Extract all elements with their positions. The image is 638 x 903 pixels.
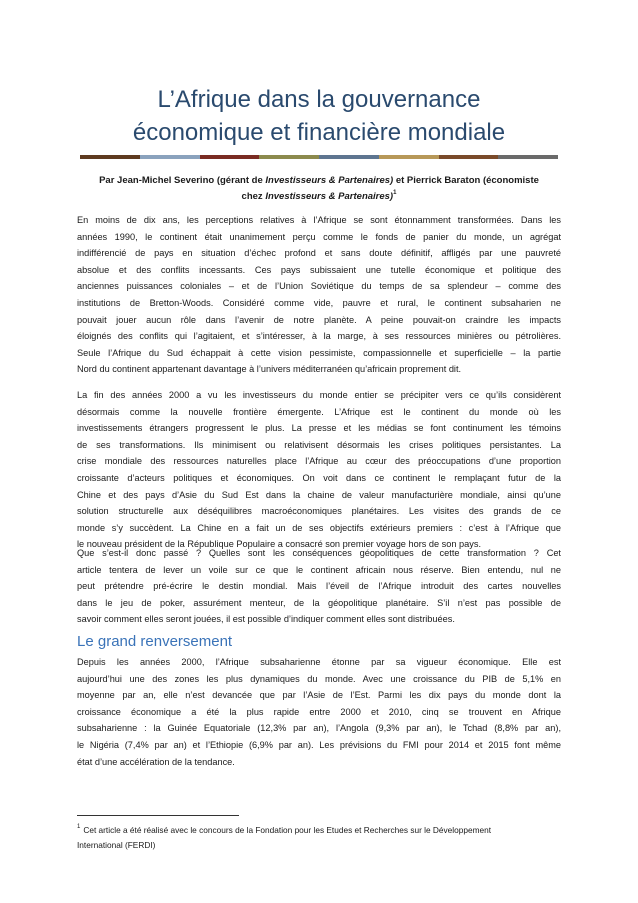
text-line: investissements étrangers progressent le plus. La presse et les médias se font continument les témoins bbox=[77, 423, 561, 434]
text-line: solution structurelle aux déséquilibres macroéconomiques planétaires. Les visites des grands de ce bbox=[77, 506, 561, 517]
text-line: de ses transformations. Ils minimisent ou relativisent désormais les crises politiques persistantes. La bbox=[77, 439, 561, 450]
text-line: état d’une accélération de la tendance. bbox=[77, 756, 235, 767]
text-line: La fin des années 2000 a vu les investisseurs du monde entier se précipiter vers ce qu’ils considèrent bbox=[77, 390, 561, 400]
author-text: chez bbox=[241, 191, 266, 202]
color-bar-segment bbox=[498, 155, 558, 159]
text-line: Seule l’Afrique du Sud échappait à cette vision pessimiste, compassionnelle et superficielle – la partie bbox=[77, 347, 561, 358]
text-line: absolue et des conflits incessants. Ces pays subissaient une tutelle économique et politique des bbox=[77, 264, 561, 275]
text-line: désormais comme la nouvelle frontière émergente. L’Afrique est le continent du monde où les bbox=[77, 406, 561, 417]
author-affiliation: Investisseurs & Partenaires) bbox=[265, 191, 394, 202]
text-line: pouvait jouer aucun rôle dans l’avenir de notre planète. A peine pouvait-on craindre les impacts bbox=[77, 314, 561, 325]
text-line: Chine et des pays d’Asie du Sud Est dans la chaine de valeur manufacturière mondiale, ainsi qu’une bbox=[77, 489, 561, 500]
text-line: éloignés des conflits qui l’agitaient, et s’intéresser, à la marge, à ses ressources minières ou pétrolières. bbox=[77, 331, 561, 342]
color-bar-segment bbox=[379, 155, 439, 159]
text-line: En moins de dix ans, les perceptions relatives à l’Afrique se sont étonnamment transformées. Dans les bbox=[77, 215, 561, 225]
document-title bbox=[40, 83, 598, 149]
author-line-1 bbox=[62, 173, 576, 189]
text-line: Nord du continent appartenant davantage à l’univers méditerranéen qu’africain proprement dit. bbox=[77, 364, 462, 375]
text-line: anciennes puissances coloniales – et de l’Union Soviétique du temps de sa splendeur – comme des bbox=[77, 281, 561, 292]
text-line: monde s’y succèdent. La Chine en a fait un de ses objectifs extérieurs premiers : c’est à l’Afrique que bbox=[77, 522, 561, 533]
text-line: le nouveau président de la République Populaire a consacré son premier voyage hors de son pays. bbox=[77, 539, 481, 550]
text-line: institutions de Bretton-Woods. Considéré comme vide, pauvre et rural, le continent subsaharien ne bbox=[77, 297, 561, 308]
author-text: Par Jean-Michel Severino (gérant de bbox=[99, 175, 266, 186]
text-line: subsaharienne : la Guinée Equatoriale (12,3% par an), l’Angola (9,3% par an), le Tchad (8,8% par an), bbox=[77, 723, 561, 734]
text-line: dans le jeu de poker, assurément menteur, de la géopolitique planétaire. S’il n’est pas possible de bbox=[77, 597, 561, 608]
text-line: moyenne par an, elle n’est devancée que par l’Asie de l’Est. Parmi les dix pays du monde dont la bbox=[77, 690, 561, 701]
color-bar-segment bbox=[259, 155, 319, 159]
text-line: le Nigéria (7,4% par an) et l’Ethiopie (6,9% par an). Les prévisions du FMI pour 2014 et 2015 font même bbox=[77, 739, 561, 750]
footnote bbox=[77, 823, 561, 853]
color-bar-segment bbox=[140, 155, 200, 159]
author-affiliation: Investisseurs & Partenaires) bbox=[265, 175, 394, 186]
text-line: croissante d’acteurs politiques et économiques. On voit dans ce continent le remplaçant futur de la bbox=[77, 472, 561, 483]
text-line: années 1990, le continent était unanimement perçu comme le fonds de panier du monde, un agrégat bbox=[77, 231, 561, 242]
footnote-separator bbox=[77, 815, 239, 816]
color-bar-segment bbox=[439, 155, 499, 159]
text-line: aujourd’hui une des zones les plus dynamiques du monde. Avec une croissance du PIB de 5,1% en bbox=[77, 673, 561, 684]
text-line: indifférencié de pays en situation d’échec profond et sans doute définitif, affligés par une pauvreté bbox=[77, 248, 561, 259]
footnote-text: Cet article a été réalisé avec le concours de la Fondation pour les Etudes et Recherches sur le Développement bbox=[83, 825, 492, 835]
text-line: Depuis les années 2000, l’Afrique subsaharienne étonne par sa vigueur économique. Elle est bbox=[77, 657, 561, 667]
color-bar-segment bbox=[200, 155, 260, 159]
footnote-number: 1 bbox=[77, 824, 81, 830]
text-line: savoir comment elles seront jouées, il est possible d’indiquer comment elles sont distribuées. bbox=[77, 614, 455, 625]
footnote-reference[interactable]: 1 bbox=[393, 190, 397, 196]
text-line: peut prétendre pré-écrire le destin mondial. Mais l’éveil de l’Afrique introduit des cartes nouvelles bbox=[77, 581, 561, 592]
paragraph-2 bbox=[77, 387, 561, 553]
paragraph-4 bbox=[77, 654, 561, 770]
text-line: article tentera de lever un voile sur ce que le continent africain nous réserve. Bien entendu, nul ne bbox=[77, 564, 561, 575]
text-line: Que s’est-il donc passé ? Quelles sont les conséquences géopolitiques de cette transformation ? Cet bbox=[77, 548, 561, 558]
title-line-1: L’Afrique dans la gouvernance bbox=[157, 86, 481, 113]
author-byline bbox=[62, 173, 576, 205]
text-line: crise mondiale des ressources naturelles place l’Afrique au cœur des préoccupations d’une proportion bbox=[77, 456, 561, 467]
author-text: et Pierrick Baraton (économiste bbox=[393, 175, 539, 186]
paragraph-3 bbox=[77, 545, 561, 628]
color-bar-segment bbox=[319, 155, 379, 159]
title-line-2: économique et financière mondiale bbox=[132, 119, 506, 146]
author-line-2 bbox=[62, 189, 576, 205]
section-heading: Le grand renversement bbox=[77, 633, 233, 650]
text-line: croissance économique a été la plus rapide entre 2000 et 2010, cinq se trouvent en Afrique bbox=[77, 706, 561, 717]
decorative-color-bar bbox=[80, 155, 558, 159]
paragraph-1 bbox=[77, 212, 561, 378]
color-bar-segment bbox=[80, 155, 140, 159]
footnote-line: International (FERDI) bbox=[77, 840, 156, 850]
footnote-line bbox=[77, 823, 561, 838]
